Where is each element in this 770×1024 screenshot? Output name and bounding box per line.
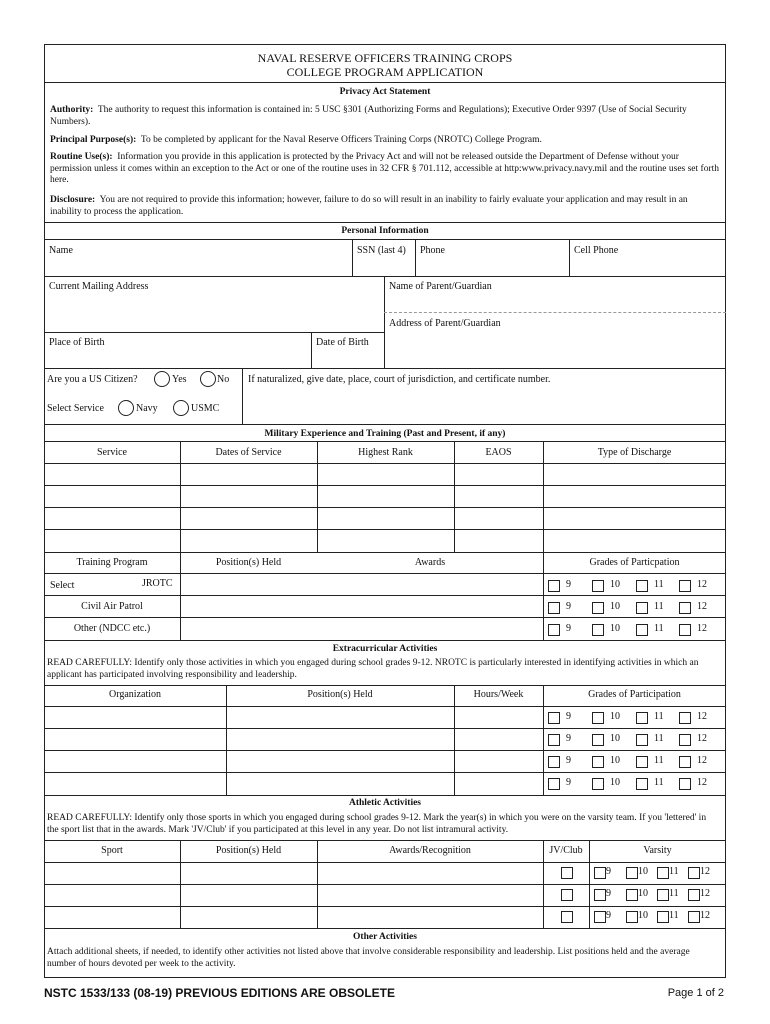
grade-label: 10 [638,866,648,877]
ssn-field[interactable] [354,258,413,276]
grade-label: 9 [566,711,571,722]
privacy-purpose: Principal Purpose(s): To be completed by applicant for the Naval Reserve Officers Training Corps (NROTC) College Program. [50,135,542,145]
grade-9-checkbox[interactable] [548,602,560,614]
citizen-no-radio[interactable] [200,371,216,387]
privacy-routine-use: Routine Use(s): Information you provide in this application is protected by the Privacy Act and will not be released outside the Department of Defense without your permission unless it comes within an exception to the Act or one of the routine uses in 32 CFR § 701.112, accessible at http:www.privacy.navy.mil and the routine uses set forth here. [50,152,720,185]
training-col-awards: Awards [414,557,446,568]
personal-heading: Personal Information [341,226,429,236]
training-row-cap: Civil Air Patrol [81,601,143,612]
extracurricular-row[interactable] [46,708,542,727]
grade-label: 10 [638,888,648,899]
citizen-yes-radio[interactable] [154,371,170,387]
athletic-col-awards: Awards/Recognition [389,845,471,856]
extra-col-grades: Grades of Participation [588,689,681,700]
extra-col-position: Position(s) Held [307,689,373,700]
mailing-address-field[interactable] [46,295,382,331]
page-number: Page 1 of 2 [667,987,724,999]
grade-11-checkbox[interactable] [636,734,648,746]
citizen-question: Are you a US Citizen? [47,374,138,385]
grade-label: 11 [669,888,679,899]
grade-10-checkbox[interactable] [592,580,604,592]
grade-12-checkbox[interactable] [688,889,700,901]
cell-phone-field[interactable] [571,258,723,276]
birth-place-field[interactable] [46,350,310,368]
grade-11-checkbox[interactable] [657,867,669,879]
grade-10-checkbox[interactable] [626,889,638,901]
grade-label: 10 [610,711,620,722]
grade-label: 9 [566,755,571,766]
athletic-instructions: READ CAREFULLY: Identify only those sports in which you engaged during school grades 9-12. Mark the year(s) in which you were on the varsity team. If you 'lettered' in the sport list that in the awards. Mark 'JV/Club' if you participated at this level in any year. Do not list intramural activity. [47,813,707,835]
other-heading: Other Activities [353,932,417,942]
military-col-dates: Dates of Service [215,447,282,458]
grade-12-checkbox[interactable] [688,911,700,923]
grade-label: 12 [700,888,710,899]
grade-label: 9 [606,866,611,877]
athletic-col-jvclub: JV/Club [549,845,583,856]
grade-label: 10 [638,910,648,921]
grade-9-checkbox[interactable] [548,734,560,746]
phone-field[interactable] [417,258,567,276]
cell-phone-label: Cell Phone [574,245,619,256]
service-navy-label: Navy [136,403,158,414]
training-col-program: Training Program [76,557,148,568]
grade-label: 12 [697,777,707,788]
military-row[interactable] [46,531,724,550]
grade-label: 9 [566,601,571,612]
service-question: Select Service [47,403,104,414]
military-col-eaos: EAOS [485,447,512,458]
grade-9-checkbox[interactable] [548,756,560,768]
citizen-no-label: No [217,374,230,385]
privacy-heading: Privacy Act Statement [339,87,431,97]
grade-label: 10 [610,579,620,590]
form-id: NSTC 1533/133 (08-19) PREVIOUS EDITIONS ARE OBSOLETE [44,986,395,1000]
other-instructions: Attach additional sheets, if needed, to identify other activities not listed above that involve considerable responsibility and leadership. List positions held and the average number of hours devoted per week to the activity. [47,947,690,969]
grade-10-checkbox[interactable] [592,712,604,724]
grade-label: 9 [606,910,611,921]
name-field[interactable] [46,258,350,276]
athletic-heading: Athletic Activities [348,798,422,808]
grade-9-checkbox[interactable] [594,889,606,901]
grade-11-checkbox[interactable] [636,602,648,614]
grade-9-checkbox[interactable] [548,712,560,724]
privacy-authority: Authority: The authority to request this information is contained in: 5 USC §301 (Authorizing Forms and Regulations); Executive Order 9397 (Use of Social Security Numbers). [50,105,687,127]
naturalized-label: If naturalized, give date, place, court of jurisdiction, and certificate number. [248,374,551,385]
grade-9-checkbox[interactable] [548,778,560,790]
grade-label: 11 [654,755,664,766]
grade-10-checkbox[interactable] [592,778,604,790]
grade-label: 12 [697,755,707,766]
grade-12-checkbox[interactable] [679,756,691,768]
grade-12-checkbox[interactable] [679,580,691,592]
grade-label: 11 [654,711,664,722]
extra-col-organization: Organization [108,689,162,700]
athletic-col-sport: Sport [101,845,123,856]
extra-col-hours: Hours/Week [473,689,524,700]
grade-9-checkbox[interactable] [594,911,606,923]
service-usmc-radio[interactable] [173,400,189,416]
jv-club-checkbox[interactable] [561,867,573,879]
grade-11-checkbox[interactable] [657,889,669,901]
grade-12-checkbox[interactable] [679,624,691,636]
grade-label: 11 [669,910,679,921]
athletic-row[interactable] [46,886,542,905]
grade-9-checkbox[interactable] [594,867,606,879]
name-label: Name [49,245,73,256]
mailing-address-label: Current Mailing Address [49,281,149,292]
military-col-discharge: Type of Discharge [597,447,672,458]
privacy-disclosure: Disclosure: You are not required to provide this information; however, failure to do so will result in an inability to fairly evaluate your application and may result in an inability to process the application. [50,195,688,217]
grade-label: 12 [700,866,710,877]
training-row-jrotc: JROTC [142,578,173,589]
grade-9-checkbox[interactable] [548,624,560,636]
grade-label: 9 [566,777,571,788]
jv-club-checkbox[interactable] [561,911,573,923]
military-row[interactable] [46,487,724,506]
grade-10-checkbox[interactable] [626,911,638,923]
grade-11-checkbox[interactable] [636,624,648,636]
grade-label: 9 [566,579,571,590]
service-navy-radio[interactable] [118,400,134,416]
citizen-yes-label: Yes [172,374,187,385]
grade-9-checkbox[interactable] [548,580,560,592]
parent-address-label: Address of Parent/Guardian [389,318,501,329]
jv-club-checkbox[interactable] [561,889,573,901]
birth-date-label: Date of Birth [316,337,369,348]
service-usmc-label: USMC [191,403,220,414]
grade-11-checkbox[interactable] [636,712,648,724]
grade-label: 12 [700,910,710,921]
grade-label: 11 [654,733,664,744]
grade-label: 11 [654,601,664,612]
grade-12-checkbox[interactable] [688,867,700,879]
grade-label: 10 [610,777,620,788]
grade-11-checkbox[interactable] [657,911,669,923]
parent-name-label: Name of Parent/Guardian [389,281,492,292]
extracurricular-row[interactable] [46,730,542,749]
grade-12-checkbox[interactable] [679,712,691,724]
grade-12-checkbox[interactable] [679,778,691,790]
grade-label: 11 [669,866,679,877]
grade-label: 12 [697,579,707,590]
grade-label: 9 [566,733,571,744]
training-row-other: Other (NDCC etc.) [73,623,151,634]
training-col-position: Position(s) Held [215,557,282,568]
grade-label: 11 [654,623,664,634]
birth-place-label: Place of Birth [49,337,105,348]
grade-11-checkbox[interactable] [636,778,648,790]
grade-12-checkbox[interactable] [679,734,691,746]
form-title-line2: COLLEGE PROGRAM APPLICATION [286,65,484,79]
grade-10-checkbox[interactable] [592,624,604,636]
ssn-label: SSN (last 4) [357,245,406,256]
extracurricular-instructions: READ CAREFULLY: Identify only those activities in which you engaged during school grades 9-12. NROTC is particularly interested in identifying activities in which an applicant has participated involving responsibility and leadership. [47,658,699,680]
extracurricular-row[interactable] [46,774,542,793]
training-select-label: Select [50,580,75,591]
extracurricular-heading: Extracurricular Activities [332,644,438,654]
grade-label: 12 [697,601,707,612]
grade-label: 12 [697,623,707,634]
grade-label: 10 [610,755,620,766]
athletic-col-varsity: Varsity [643,845,672,856]
parent-name-field[interactable] [386,294,724,312]
military-row[interactable] [46,509,724,528]
grade-12-checkbox[interactable] [679,602,691,614]
grade-11-checkbox[interactable] [636,756,648,768]
athletic-col-position: Position(s) Held [215,845,282,856]
grade-10-checkbox[interactable] [592,756,604,768]
grade-label: 9 [566,623,571,634]
birth-date-field[interactable] [313,350,382,368]
grade-label: 12 [697,711,707,722]
grade-10-checkbox[interactable] [626,867,638,879]
athletic-row[interactable] [46,864,542,883]
training-col-grades: Grades of Particpation [589,557,680,568]
grade-10-checkbox[interactable] [592,602,604,614]
grade-label: 11 [654,579,664,590]
athletic-row[interactable] [46,908,542,927]
military-row[interactable] [46,465,724,484]
military-heading: Military Experience and Training (Past and Present, if any) [264,429,506,439]
extracurricular-row[interactable] [46,752,542,771]
phone-label: Phone [420,245,445,256]
military-col-rank: Highest Rank [358,447,413,458]
grade-label: 10 [610,601,620,612]
parent-address-field[interactable] [386,331,724,367]
grade-11-checkbox[interactable] [636,580,648,592]
grade-label: 12 [697,733,707,744]
grade-label: 11 [654,777,664,788]
grade-label: 10 [610,623,620,634]
grade-10-checkbox[interactable] [592,734,604,746]
grade-label: 9 [606,888,611,899]
grade-label: 10 [610,733,620,744]
military-col-service: Service [97,447,127,458]
naturalized-field[interactable] [244,388,724,423]
form-title-line1: NAVAL RESERVE OFFICERS TRAINING CROPS [257,51,513,65]
